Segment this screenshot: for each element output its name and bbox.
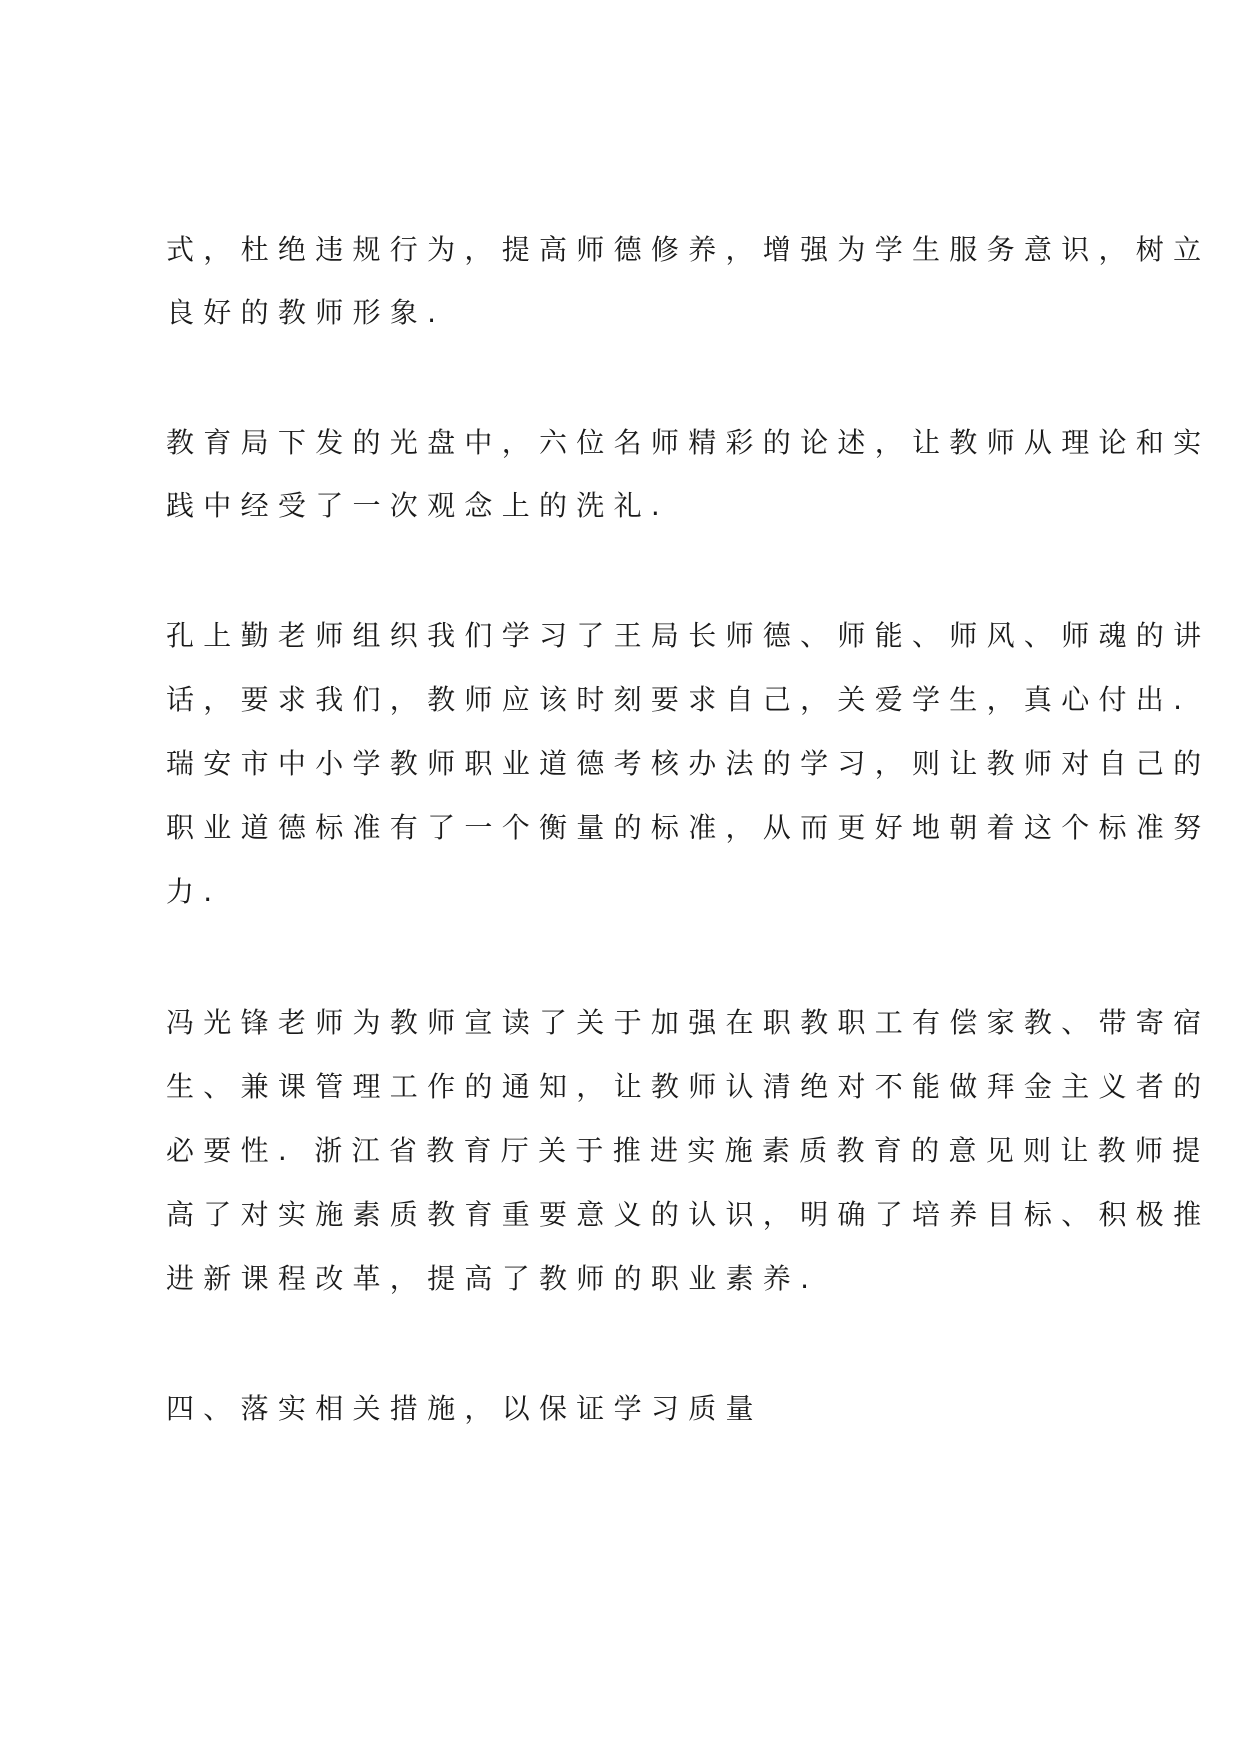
paragraph-4-line-2: 生、兼课管理工作的通知，让教师认清绝对不能做拜金主义者的 [166, 1070, 1211, 1103]
paragraph-2-line-2: 践中经受了一次观念上的洗礼. [166, 489, 670, 522]
paragraph-3-line-1: 孔上勤老师组织我们学习了王局长师德、师能、师风、师魂的讲 [166, 619, 1211, 652]
paragraph-4-line-1: 冯光锋老师为教师宣读了关于加强在职教职工有偿家教、带寄宿 [166, 1006, 1211, 1039]
paragraph-4-line-4: 高了对实施素质教育重要意义的认识，明确了培养目标、积极推 [166, 1198, 1211, 1231]
paragraph-3-line-5: 力. [166, 875, 222, 908]
paragraph-1-line-1: 式，杜绝违规行为，提高师德修养，增强为学生服务意识，树立 [166, 233, 1211, 266]
paragraph-1-line-2: 良好的教师形象. [166, 296, 446, 329]
paragraph-4-line-3: 必要性. 浙江省教育厅关于推进实施素质教育的意见则让教师提 [166, 1134, 1210, 1167]
paragraph-3-line-3: 瑞安市中小学教师职业道德考核办法的学习，则让教师对自己的 [166, 747, 1211, 780]
section-heading: 四、落实相关措施，以保证学习质量 [166, 1392, 763, 1425]
paragraph-3-line-4: 职业道德标准有了一个衡量的标准，从而更好地朝着这个标准努 [166, 811, 1211, 844]
paragraph-2-line-1: 教育局下发的光盘中，六位名师精彩的论述，让教师从理论和实 [166, 426, 1211, 459]
paragraph-4-line-5: 进新课程改革，提高了教师的职业素养. [166, 1262, 819, 1295]
paragraph-3-line-2: 话，要求我们，教师应该时刻要求自己，关爱学生，真心付出. [166, 683, 1192, 716]
